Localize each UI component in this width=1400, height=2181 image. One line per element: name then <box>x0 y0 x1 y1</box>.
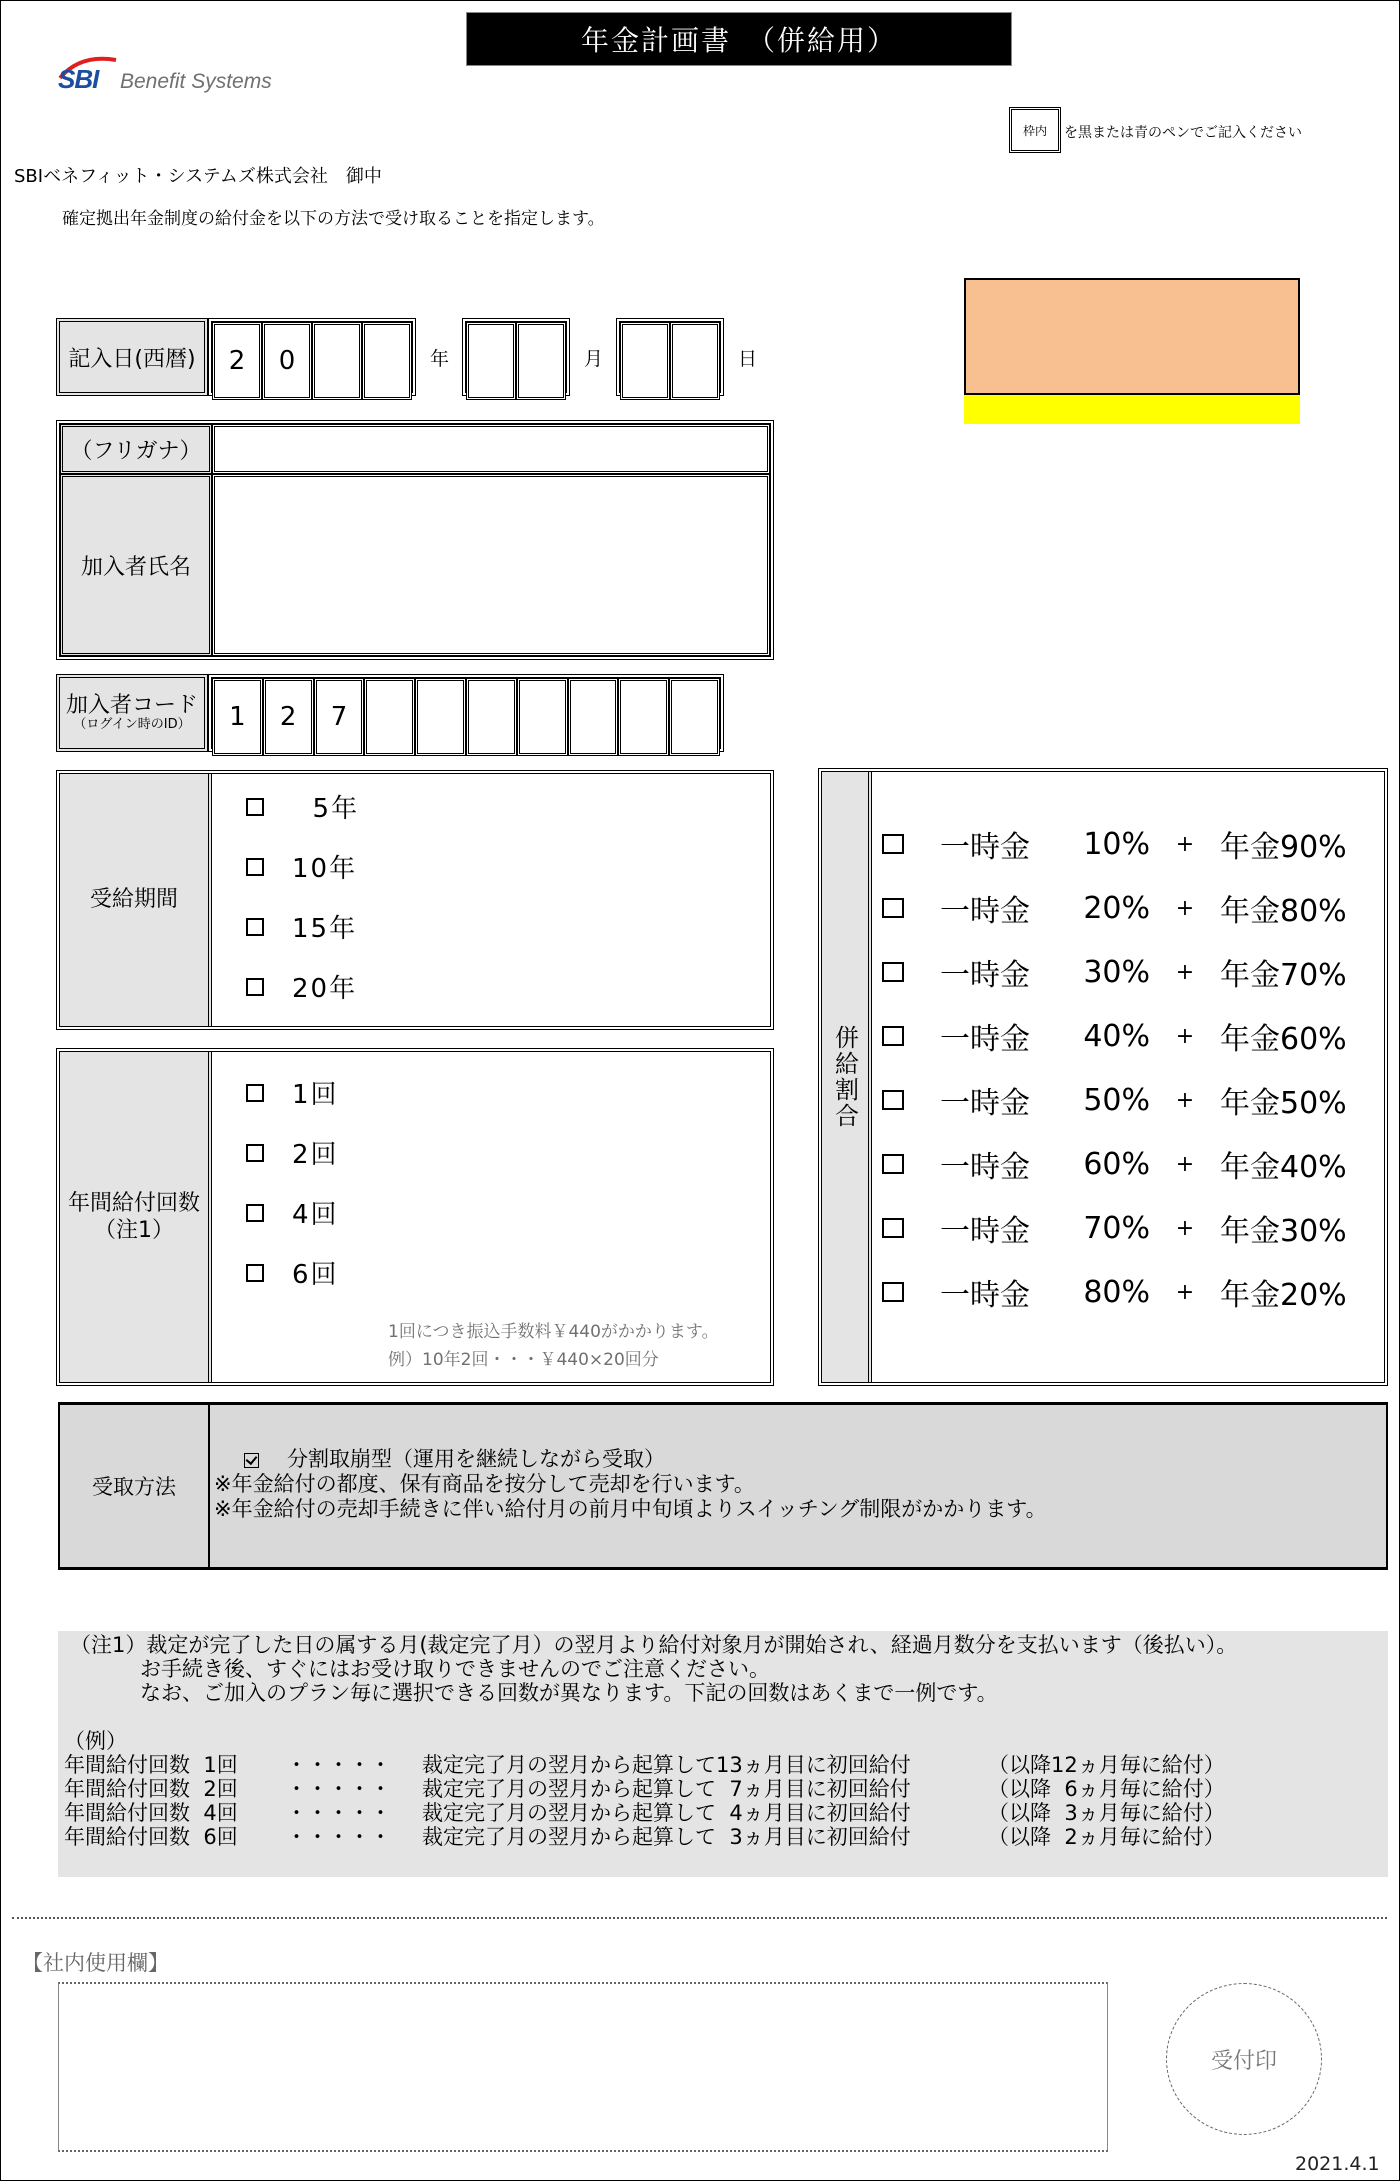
checkbox-icon[interactable] <box>882 1282 904 1302</box>
date-year-digit[interactable]: 2 <box>212 322 262 400</box>
checkbox-icon[interactable] <box>246 918 264 936</box>
lump-sum-percent: 40% <box>1083 1018 1150 1054</box>
example-freq: 年間給付回数 4回 <box>64 1801 238 1825</box>
annual-frequency-label <box>60 1052 212 1382</box>
member-code-digit[interactable] <box>568 678 619 756</box>
ratio-option[interactable] <box>882 886 1347 930</box>
ratio-option[interactable] <box>882 1078 1347 1122</box>
note-1-line-3: なお、ご加入のプラン毎に選択できる回数が異なります。下記の回数はあくまで一例です。 <box>140 1681 998 1705</box>
combined-ratio-section <box>818 768 1388 1386</box>
transfer-fee-note-line1: 1回につき振込手数料￥440がかかります。 <box>388 1322 719 1342</box>
option-label: 20年 <box>292 974 358 1004</box>
notes-section <box>58 1631 1388 1877</box>
name-section <box>56 420 774 660</box>
ratio-option[interactable] <box>882 1270 1347 1314</box>
period-option-15y[interactable] <box>246 908 357 945</box>
member-code-digit[interactable]: 7 <box>314 678 365 756</box>
date-day-digit[interactable] <box>670 322 720 400</box>
plus-sign: + <box>1175 895 1195 921</box>
pension-percent: 年金60% <box>1220 1022 1347 1057</box>
plus-sign: + <box>1175 831 1195 857</box>
date-month-digit[interactable] <box>516 322 566 400</box>
checkbox-icon[interactable] <box>246 858 264 876</box>
example-after: （以降 6ヵ月毎に給付） <box>988 1777 1225 1801</box>
example-dots: ・・・・・ <box>286 1753 391 1777</box>
receipt-method-label: 受取方法 <box>60 1405 210 1567</box>
example-dots: ・・・・・ <box>286 1801 391 1825</box>
period-option-20y[interactable] <box>246 968 357 1005</box>
date-day-field[interactable] <box>616 318 724 396</box>
checked-checkbox-icon[interactable] <box>244 1453 259 1468</box>
lump-sum-percent: 30% <box>1083 954 1150 990</box>
lump-sum-label: 一時金 <box>940 1278 1030 1313</box>
date-label: 記入日(西暦) <box>56 318 208 396</box>
option-label: 6回 <box>292 1260 339 1290</box>
ratio-option[interactable] <box>882 1014 1347 1058</box>
pension-percent: 年金90% <box>1220 830 1347 865</box>
member-code-digit[interactable] <box>415 678 466 756</box>
logo-mark: SBI <box>58 64 99 94</box>
furigana-field[interactable] <box>212 424 770 474</box>
member-code-digit[interactable] <box>364 678 415 756</box>
pension-percent: 年金30% <box>1220 1214 1347 1249</box>
plus-sign: + <box>1175 1023 1195 1049</box>
lump-sum-percent: 60% <box>1083 1146 1150 1182</box>
lump-sum-label: 一時金 <box>940 1086 1030 1121</box>
lump-sum-label: 一時金 <box>940 958 1030 993</box>
pension-percent: 年金70% <box>1220 958 1347 993</box>
period-option-5y[interactable] <box>246 788 359 825</box>
frequency-option-1[interactable] <box>246 1074 339 1111</box>
example-after: （以降12ヵ月毎に給付） <box>988 1753 1225 1777</box>
member-code-digit[interactable] <box>517 678 568 756</box>
example-dots: ・・・・・ <box>286 1825 391 1849</box>
pension-percent: 年金50% <box>1220 1086 1347 1121</box>
furigana-row <box>60 424 770 474</box>
lump-sum-percent: 50% <box>1083 1082 1150 1118</box>
checkbox-icon[interactable] <box>882 962 904 982</box>
example-desc: 裁定完了月の翌月から起算して 3ヵ月目に初回給付 <box>422 1825 911 1849</box>
example-heading: （例） <box>64 1729 127 1753</box>
member-code-digit[interactable]: 2 <box>263 678 314 756</box>
lump-sum-percent: 10% <box>1083 826 1150 862</box>
ratio-option[interactable] <box>882 822 1347 866</box>
checkbox-icon[interactable] <box>246 1144 264 1162</box>
option-label: 15年 <box>292 914 358 944</box>
date-day-digit[interactable] <box>620 322 670 400</box>
checkbox-icon[interactable] <box>882 834 904 854</box>
combined-ratio-label: 併給割合 <box>822 772 872 1382</box>
member-code-field[interactable] <box>208 674 724 752</box>
form-version: 2021.4.1 <box>1295 2153 1380 2175</box>
option-label: 5年 <box>292 794 360 824</box>
member-code-digit[interactable] <box>466 678 517 756</box>
lump-sum-label: 一時金 <box>940 830 1030 865</box>
annual-frequency-note-ref: （注1） <box>94 1218 174 1243</box>
example-freq: 年間給付回数 6回 <box>64 1825 238 1849</box>
option-label: 2回 <box>292 1140 339 1170</box>
date-month-field[interactable] <box>462 318 570 396</box>
option-label: 10年 <box>292 854 358 884</box>
option-label: 4回 <box>292 1200 339 1230</box>
lump-sum-label: 一時金 <box>940 1022 1030 1057</box>
period-option-10y[interactable] <box>246 848 357 885</box>
cut-line-divider <box>12 1917 1387 1919</box>
member-code-digit[interactable] <box>618 678 669 756</box>
lump-sum-percent: 80% <box>1083 1274 1150 1310</box>
lump-sum-percent: 70% <box>1083 1210 1150 1246</box>
checkbox-icon[interactable] <box>882 898 904 918</box>
checkbox-icon[interactable] <box>882 1218 904 1238</box>
lump-sum-percent: 20% <box>1083 890 1150 926</box>
note-1-line-2: お手続き後、すぐにはお受け取りできませんのでご注意ください。 <box>140 1657 770 1681</box>
lump-sum-label: 一時金 <box>940 1150 1030 1185</box>
example-desc: 裁定完了月の翌月から起算して13ヵ月目に初回給付 <box>422 1753 911 1777</box>
note-1-line-1: （注1）裁定が完了した日の属する月(裁定完了月）の翌月より給付対象月が開始され、経過月数分を支払います（後払い）。 <box>70 1633 1238 1657</box>
company-logo <box>56 52 296 98</box>
internal-use-label: 【社内使用欄】 <box>22 1951 169 1975</box>
example-after: （以降 2ヵ月毎に給付） <box>988 1825 1225 1849</box>
ratio-option[interactable] <box>882 950 1347 994</box>
date-month-unit: 月 <box>584 348 604 370</box>
checkbox-icon[interactable] <box>246 978 264 996</box>
frequency-option-6[interactable] <box>246 1254 339 1291</box>
lump-sum-label: 一時金 <box>940 894 1030 929</box>
pension-percent: 年金20% <box>1220 1278 1347 1313</box>
frame-legend-text: を黒または青のペンでご記入ください <box>1064 125 1302 141</box>
plus-sign: + <box>1175 1151 1195 1177</box>
method-option-label: 分割取崩型（運用を継続しながら受取） <box>287 1447 665 1471</box>
furigana-label: （フリガナ） <box>60 424 212 474</box>
date-day-unit: 日 <box>738 348 758 370</box>
combined-ratio-options <box>872 772 1384 1382</box>
option-label: 1回 <box>292 1080 339 1110</box>
name-row <box>60 474 770 656</box>
payout-period-section <box>56 770 774 1030</box>
document-title: 年金計画書 （併給用） <box>466 12 1012 66</box>
checkbox-icon[interactable] <box>882 1154 904 1174</box>
transfer-fee-note-line2: 例）10年2回・・・￥440×20回分 <box>388 1350 659 1370</box>
plus-sign: + <box>1175 1215 1195 1241</box>
name-label: 加入者氏名 <box>60 474 212 656</box>
logo-text: Benefit Systems <box>120 70 272 93</box>
checkbox-icon[interactable] <box>246 1204 264 1222</box>
checkbox-icon[interactable] <box>882 1026 904 1046</box>
example-dots: ・・・・・ <box>286 1777 391 1801</box>
frequency-option-4[interactable] <box>246 1194 339 1231</box>
member-code-sublabel: （ログイン時のID） <box>73 716 191 732</box>
example-freq: 年間給付回数 1回 <box>64 1753 238 1777</box>
member-code-digit[interactable] <box>669 678 720 756</box>
frame-legend-box: 枠内 <box>1009 107 1061 153</box>
pension-percent: 年金80% <box>1220 894 1347 929</box>
date-year-unit: 年 <box>430 348 450 370</box>
annual-frequency-options <box>212 1052 770 1382</box>
member-code-label-text: 加入者コード <box>65 692 198 718</box>
method-note-2: ※年金給付の売却手続きに伴い給付月の前月中旬頃よりスイッチング制限がかかります。 <box>214 1497 1047 1521</box>
member-code-label <box>56 674 208 752</box>
lump-sum-label: 一時金 <box>940 1214 1030 1249</box>
method-option-installment[interactable] <box>214 1447 1386 1472</box>
ratio-option[interactable] <box>882 1206 1347 1250</box>
annual-frequency-label-text: 年間給付回数 <box>67 1190 200 1216</box>
checkbox-icon[interactable] <box>882 1090 904 1110</box>
plus-sign: + <box>1175 1279 1195 1305</box>
example-freq: 年間給付回数 2回 <box>64 1777 238 1801</box>
annual-frequency-section <box>56 1048 774 1386</box>
date-month-digit[interactable] <box>466 322 516 400</box>
checkbox-icon[interactable] <box>246 798 264 816</box>
example-desc: 裁定完了月の翌月から起算して 4ヵ月目に初回給付 <box>422 1801 911 1825</box>
example-after: （以降 3ヵ月毎に給付） <box>988 1801 1225 1825</box>
highlight-box-orange <box>964 278 1300 395</box>
date-year-digit[interactable] <box>362 322 412 400</box>
addressee: SBIベネフィット・システムズ株式会社 御中 <box>14 166 382 187</box>
date-year-digit[interactable]: 0 <box>262 322 312 400</box>
ratio-option[interactable] <box>882 1142 1347 1186</box>
receipt-method-body <box>210 1405 1386 1567</box>
plus-sign: + <box>1175 1087 1195 1113</box>
internal-use-box <box>58 1982 1108 2152</box>
member-code-digit[interactable]: 1 <box>212 678 263 756</box>
plus-sign: + <box>1175 959 1195 985</box>
frequency-option-2[interactable] <box>246 1134 339 1171</box>
receipt-stamp-area: 受付印 <box>1166 1983 1322 2135</box>
date-year-digit[interactable] <box>312 322 362 400</box>
intro-text: 確定拠出年金制度の給付金を以下の方法で受け取ることを指定します。 <box>62 209 605 229</box>
checkbox-icon[interactable] <box>246 1264 264 1282</box>
checkbox-icon[interactable] <box>246 1084 264 1102</box>
receipt-method-section <box>58 1402 1388 1570</box>
method-note-1: ※年金給付の都度、保有商品を按分して売却を行います。 <box>214 1472 755 1496</box>
highlight-box-yellow <box>964 395 1300 424</box>
payout-period-label: 受給期間 <box>60 774 212 1026</box>
example-desc: 裁定完了月の翌月から起算して 7ヵ月目に初回給付 <box>422 1777 911 1801</box>
pension-percent: 年金40% <box>1220 1150 1347 1185</box>
transfer-fee-note <box>388 1318 719 1374</box>
date-year-field[interactable] <box>208 318 416 396</box>
name-field[interactable] <box>212 474 770 656</box>
payout-period-options <box>212 774 770 1026</box>
